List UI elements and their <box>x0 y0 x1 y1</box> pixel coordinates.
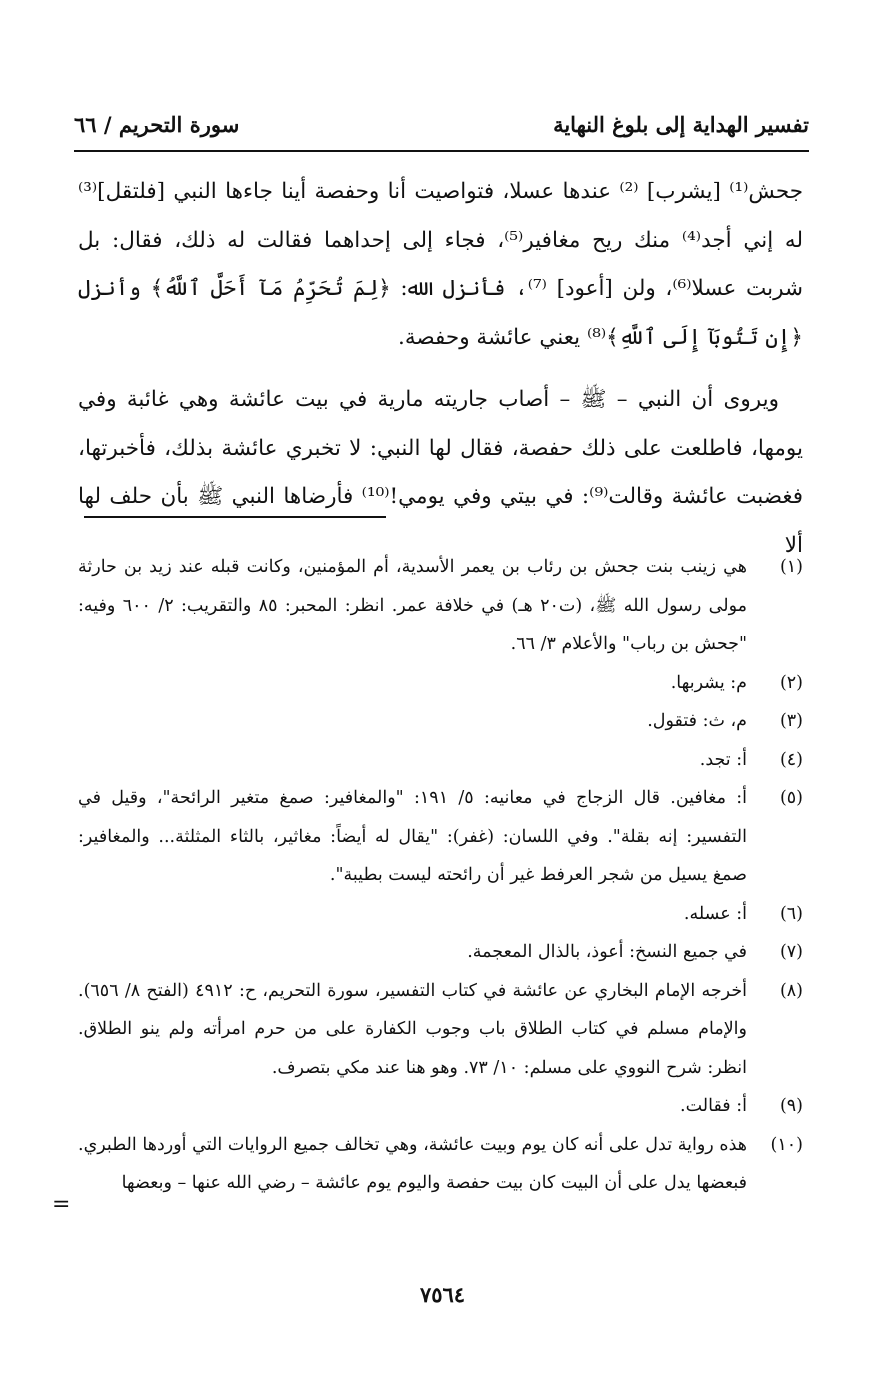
paragraph: ويروى أن النبي – ﷺ – أصاب جاريته مارية في بيت عائشة وهي غائبة وفي يومها، فاطلعت على ذلك حفصة، فقال لها النبي: لا تخبري عائشة بذلك، فأخبرتها، فغضبت عائشة وقالت⁽⁹⁾: في بيتي وفي يومي!⁽¹⁰⁾ فأرضاها النبي ﷺ بأن حلف لها ألا <box>78 387 803 558</box>
footnote <box>78 895 803 934</box>
footnote <box>78 741 803 780</box>
footnote-text: أ: فقالت. <box>680 1096 747 1116</box>
footnote <box>78 664 803 703</box>
footnote-text: م: يشربها. <box>670 672 747 693</box>
footnote-text: م، ث: فتقول. <box>647 711 747 731</box>
page-number: ٧٥٦٤ <box>419 1282 466 1307</box>
footnote <box>78 548 803 664</box>
footnote-text: أ: تجد. <box>699 749 747 770</box>
footnote-number: (٩) <box>779 1096 803 1116</box>
footnotes <box>78 548 803 1203</box>
continuation-mark: = <box>52 1192 71 1217</box>
footnote-text: أ: مغافين. قال الزجاج في معانيه: ٥/ ١٩١: "والمغافير: صمغ متغير الرائحة"، وقيل في التفسير: إنه بقلة". وفي اللسان: (غفر): "يقال له أيضاً: مغاثير، بالثاء المثلثة... والمغافير: صمغ يسيل من شجر العرفط غير أن رائحته ليست بطيبة". <box>78 788 747 885</box>
footnote <box>78 1126 803 1203</box>
footnote-number: (١) <box>779 557 803 577</box>
footnote <box>78 933 803 972</box>
footnote-number: (٣) <box>779 711 803 731</box>
main-text <box>78 168 803 570</box>
footnote-text: في جميع النسخ: أعوذ، بالذال المعجمة. <box>467 942 747 962</box>
footnote-text: أخرجه الإمام البخاري عن عائشة في كتاب التفسير، سورة التحريم، ح: ٤٩١٢ (الفتح ٨/ ٦٥٦). والإمام مسلم في كتاب الطلاق باب وجوب الكفارة على من حرم امرأته ولم ينو الطلاق. انظر: شرح النووي على مسلم: ١٠/ ٧٣. وهو هنا عند مكي بتصرف. <box>78 980 748 1078</box>
footnote-number: (٢) <box>779 672 803 693</box>
footnote-separator <box>84 516 386 518</box>
header-rule <box>74 150 809 152</box>
footnote-number: (٤) <box>779 749 803 770</box>
footnote-number: (١٠) <box>770 1134 803 1155</box>
footnote-text: هذه رواية تدل على أنه كان يوم وبيت عائشة، وهي تخالف جميع الروايات التي أوردها الطبري. فبعضها يدل على أن البيت كان بيت حفصة واليوم يوم عائشة – رضي الله عنها – وبعضها <box>78 1134 747 1193</box>
footnote-text: أ: عسله. <box>683 903 747 924</box>
footnote <box>78 702 803 741</box>
surah-info: سورة التحريم / ٦٦ <box>74 112 240 137</box>
footnote-number: (٦) <box>779 903 803 924</box>
footnote <box>78 779 803 895</box>
running-header <box>74 112 809 146</box>
footnote <box>78 1087 803 1126</box>
footnote-number: (٨) <box>779 980 803 1001</box>
footnote-number: (٧) <box>779 942 803 962</box>
book-title: تفسير الهداية إلى بلوغ النهاية <box>553 112 809 137</box>
footnote-text: هي زينب بنت جحش بن رئاب بن يعمر الأسدية، أم المؤمنين، وكانت قبله عند زيد بن حارثة مولى رسول الله ﷺ، (ت٢٠ هـ) في خلافة عمر. انظر: المحبر: ٨٥ والتقريب: ٢/ ٦٠٠ وفيه: "جحش بن رباب" والأعلام ٣/ ٦٦. <box>78 557 747 654</box>
footnote-number: (٥) <box>779 788 803 808</box>
footnote <box>78 972 803 1088</box>
paragraph: جحش⁽¹⁾ [يشرب] ⁽²⁾ عندها عسلا، فتواصيت أنا وحفصة أينا جاءها النبي [فلتقل]⁽³⁾ له إني أجد⁽⁴⁾ منك ريح مغافير⁽⁵⁾، فجاء إلى إحداهما فقالت له ذلك، فقال: بل شربت عسلا⁽⁶⁾، ولن [أعود] ⁽⁷⁾، فأنزل الله: ﴿لِمَ تُحَرِّمُ مَآ أَحَلَّ ٱللَّهُ﴾ وأنزل ﴿إِن تَتُوبَآ إِلَى ٱللَّهِ﴾⁽⁸⁾ يعني عائشة وحفصة. <box>78 179 804 350</box>
